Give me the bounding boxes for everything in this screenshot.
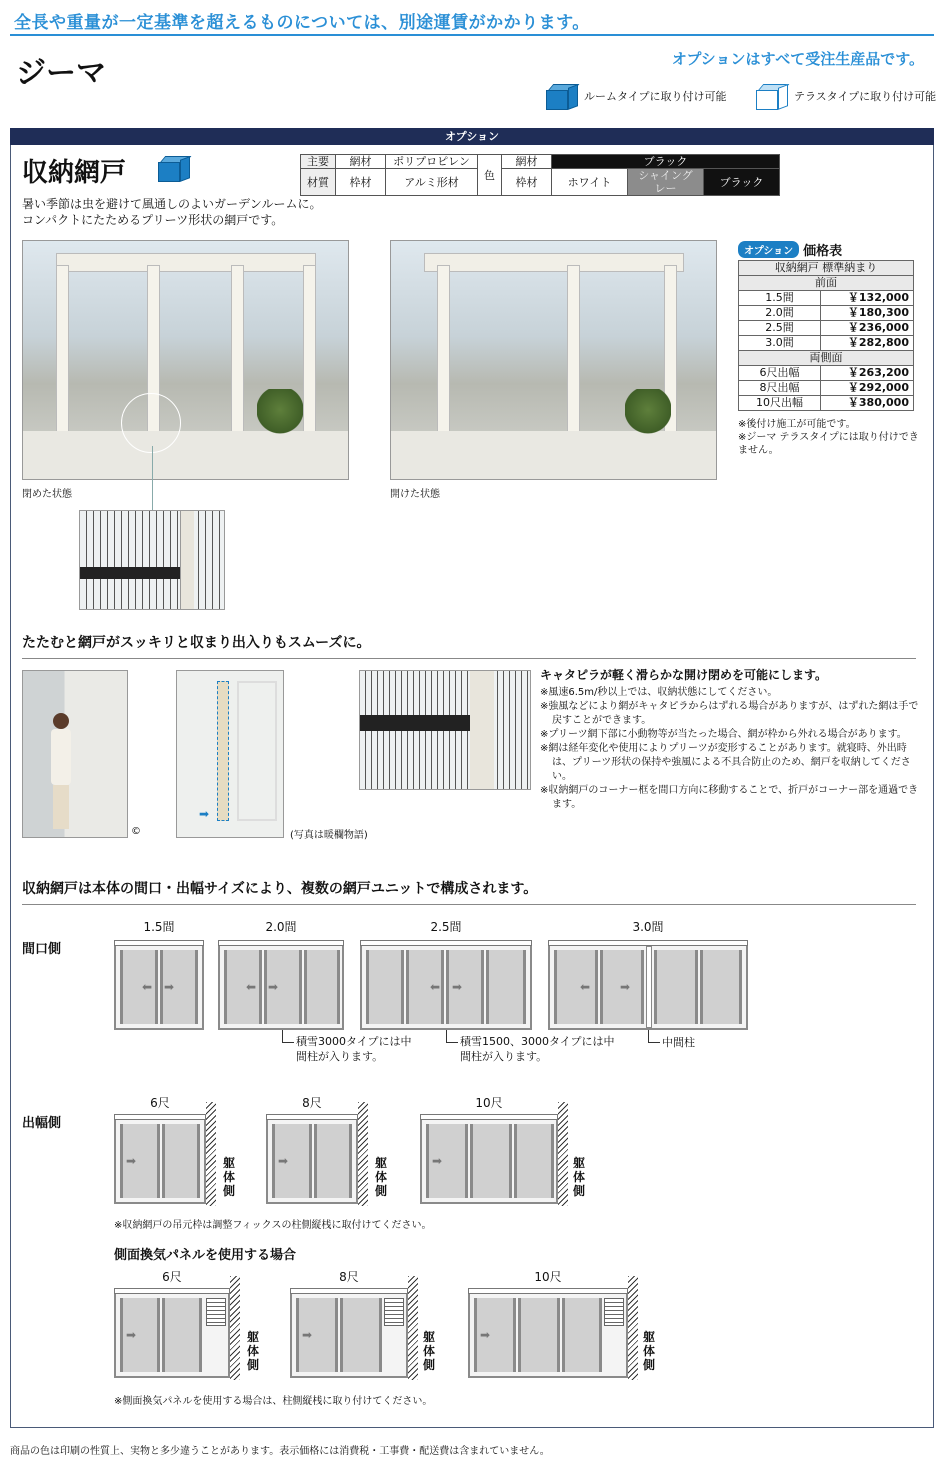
price-note: ※ジーマ テラスタイプには取り付けできません。	[738, 432, 919, 456]
leader-line	[282, 1042, 294, 1043]
color-net-label: 網材	[502, 155, 552, 169]
size-label: 10尺	[534, 1270, 562, 1284]
photo-credit: (写真は暖欄物語)	[290, 830, 368, 841]
feature-note: ※強風などにより網がキャタピラからはずれる場合がありますが、はずれた網は手で戻すことができます。	[540, 701, 919, 726]
open-caption: 開けた状態	[390, 489, 440, 500]
arrow-right-icon: ➡	[480, 1328, 491, 1342]
leader-line	[648, 1030, 649, 1042]
wall-hatch	[358, 1102, 368, 1206]
vent-panel	[384, 1298, 404, 1326]
net-label: 網材	[336, 155, 386, 169]
open-state-photo	[390, 240, 717, 480]
arrow-right-icon: ➡	[199, 807, 210, 821]
depth-diagram-10	[420, 1118, 558, 1204]
product-title: ジーマ	[16, 56, 106, 91]
color-frame-white: ホワイト	[552, 169, 628, 196]
vent-diagram-10	[468, 1292, 628, 1378]
feature-heading: たたむと網戸がスッキリと収まり出入りもスムーズに。	[22, 635, 371, 651]
caterpillar-photo	[359, 670, 531, 790]
size-label: 2.5間	[430, 920, 462, 934]
leader-line	[648, 1042, 660, 1043]
price-table	[738, 260, 914, 411]
arrow-right-icon: ➡	[432, 1154, 443, 1168]
feature-note: ※網は経年変化や使用によりプリーツが変形することがあります。就寝時、外出時は、プリーツ形状の保持や強風による不具合防止のため、網戸を収納してください。	[540, 743, 911, 782]
price-header	[738, 240, 842, 259]
room-type-icon	[156, 154, 194, 184]
arrow-right-icon: ➡	[278, 1154, 289, 1168]
price-note: ※後付け施工が可能です。	[738, 419, 856, 430]
price-notes	[738, 418, 922, 457]
size-label: 8尺	[302, 1096, 322, 1110]
wall-hatch	[628, 1276, 638, 1380]
vent-panel	[206, 1298, 226, 1326]
frontage-diagram-2.0	[218, 944, 344, 1030]
feature-note: ※風速6.5m/秒以上では、収納状態にしてください。	[540, 687, 778, 698]
closeup-photo	[79, 510, 225, 610]
room-type-legend	[544, 82, 726, 110]
color-label: 色	[478, 155, 502, 196]
net-value: ポリプロピレン	[386, 155, 478, 169]
size-label: 3.0間	[632, 920, 664, 934]
snow3000-note: 積雪3000タイプには中間柱が入ります。	[296, 1035, 412, 1063]
footer-text: 商品の色は印刷の性質上、実物と多少違うことがあります。表示価格には消費税・工事費・配送費は含まれていません。	[10, 1446, 550, 1457]
divider	[22, 904, 916, 905]
size-label: 6尺	[150, 1096, 170, 1110]
price-table-title: 収納網戸 標準納まり	[739, 261, 914, 276]
desc-line: 暑い季節は虫を避けて風通しのよいガーデンルームに。	[22, 197, 322, 211]
table-row: 8尺出幅 ￥292,000	[739, 381, 914, 396]
table-row: 10尺出幅 ￥380,000	[739, 396, 914, 411]
color-net-value: ブラック	[552, 155, 780, 169]
option-badge: オプション	[738, 241, 799, 258]
color-frame-gray: シャイングレー	[628, 169, 704, 196]
size-label: 1.5間	[143, 920, 175, 934]
body-side-label: 躯体側	[246, 1330, 259, 1372]
terrace-type-label: テラスタイプに取り付け可能	[794, 90, 937, 103]
wall-hatch	[230, 1276, 240, 1380]
leader-line	[446, 1042, 458, 1043]
frame-label: 枠材	[336, 169, 386, 196]
table-row: 1.5間 ￥132,000	[739, 291, 914, 306]
copyright-mark: ©	[131, 826, 141, 837]
depth-note: ※収納網戸の吊元枠は調整フィックスの柱側縦桟に取付けてください。	[114, 1220, 432, 1231]
depth-diagram-8	[266, 1118, 358, 1204]
arrow-right-icon: ➡	[126, 1328, 137, 1342]
frame-value: アルミ形材	[386, 169, 478, 196]
table-row: 2.0間 ￥180,300	[739, 306, 914, 321]
feature-note: ※プリーツ網下部に小動物等が当たった場合、網が枠から外れる場合があります。	[540, 729, 907, 740]
arrow-right-icon: ➡	[268, 980, 279, 994]
wall-hatch	[206, 1102, 216, 1206]
size-label: 10尺	[475, 1096, 503, 1110]
feature-lead: キャタピラが軽く滑らかな開け閉めを可能にします。	[540, 668, 828, 682]
wall-hatch	[408, 1276, 418, 1380]
body-side-label: 躯体側	[572, 1156, 585, 1198]
body-side-label: 躯体側	[222, 1156, 235, 1198]
middle-post-label: 中間柱	[662, 1036, 695, 1049]
mat-label-material: 材質	[301, 169, 336, 196]
leader-line	[282, 1030, 283, 1042]
body-side-label: 躯体側	[422, 1330, 435, 1372]
arrow-left-icon: ⬅	[246, 980, 257, 994]
materials-table	[300, 154, 780, 196]
arrow-left-icon: ⬅	[580, 980, 591, 994]
person-photo	[22, 670, 128, 838]
terrace-type-legend	[754, 82, 936, 110]
side-label: 両側面	[739, 351, 914, 366]
price-title: 価格表	[803, 244, 843, 259]
divider	[10, 34, 934, 36]
depth-diagram-6	[114, 1118, 206, 1204]
shipping-notice: 全長や重量が一定基準を超えるものについては、別途運賃がかかります。	[14, 13, 590, 33]
table-row: 2.5間 ￥236,000	[739, 321, 914, 336]
units-heading: 収納網戸は本体の間口・出幅サイズにより、複数の網戸ユニットで構成されます。	[22, 881, 538, 897]
arrow-right-icon: ➡	[302, 1328, 313, 1342]
snow1500-note: 積雪1500、3000タイプには中間柱が入ります。	[460, 1035, 615, 1063]
zoom-line	[152, 446, 153, 510]
table-row: 3.0間 ￥282,800	[739, 336, 914, 351]
arrow-left-icon: ⬅	[430, 980, 441, 994]
color-frame-label: 枠材	[502, 169, 552, 196]
divider	[22, 658, 916, 659]
vent-diagram-6	[114, 1292, 230, 1378]
terrace-type-icon	[754, 82, 790, 110]
section-description	[22, 196, 321, 228]
section-title: 収納網戸	[22, 158, 127, 188]
mat-label-main: 主要	[301, 155, 336, 169]
leader-line	[446, 1030, 447, 1042]
frontage-diagram-2.5	[360, 944, 532, 1030]
feature-note: ※収納網戸のコーナー框を間口方向に移動することで、折戸がコーナー部を通過できます。	[540, 785, 919, 810]
option-bar: オプション	[10, 128, 934, 145]
frontage-diagram-3.0	[548, 944, 748, 1030]
color-frame-black: ブラック	[704, 169, 780, 196]
vent-note: ※側面換気パネルを使用する場合は、柱側縦桟に取り付けてください。	[114, 1396, 433, 1407]
body-side-label: 躯体側	[642, 1330, 655, 1372]
wall-hatch	[558, 1102, 568, 1206]
option-notice: オプションはすべて受注生産品です。	[671, 50, 924, 68]
table-row: 6尺出幅 ￥263,200	[739, 366, 914, 381]
feature-text	[540, 668, 920, 812]
frontage-diagram-1.5	[114, 944, 204, 1030]
vent-panel	[604, 1298, 624, 1326]
vent-diagram-8	[290, 1292, 408, 1378]
front-label: 前面	[739, 276, 914, 291]
frontage-label: 間口側	[22, 942, 62, 957]
arrow-right-icon: ➡	[164, 980, 175, 994]
arrow-right-icon: ➡	[452, 980, 463, 994]
size-label: 6尺	[162, 1270, 182, 1284]
desc-line: コンパクトにたためるプリーツ形状の網戸です。	[22, 213, 284, 227]
size-label: 8尺	[339, 1270, 359, 1284]
room-type-label: ルームタイプに取り付け可能	[584, 90, 727, 103]
room-type-icon	[544, 82, 580, 110]
vent-heading: 側面換気パネルを使用する場合	[114, 1248, 297, 1263]
size-label: 2.0間	[265, 920, 297, 934]
middle-post	[646, 946, 652, 1028]
depth-label: 出幅側	[22, 1116, 62, 1131]
arrow-right-icon: ➡	[620, 980, 631, 994]
arrow-left-icon: ⬅	[142, 980, 153, 994]
stored-screen-photo	[176, 670, 284, 838]
body-side-label: 躯体側	[374, 1156, 387, 1198]
closed-state-photo	[22, 240, 349, 480]
closed-caption: 閉めた状態	[22, 489, 72, 500]
arrow-right-icon: ➡	[126, 1154, 137, 1168]
